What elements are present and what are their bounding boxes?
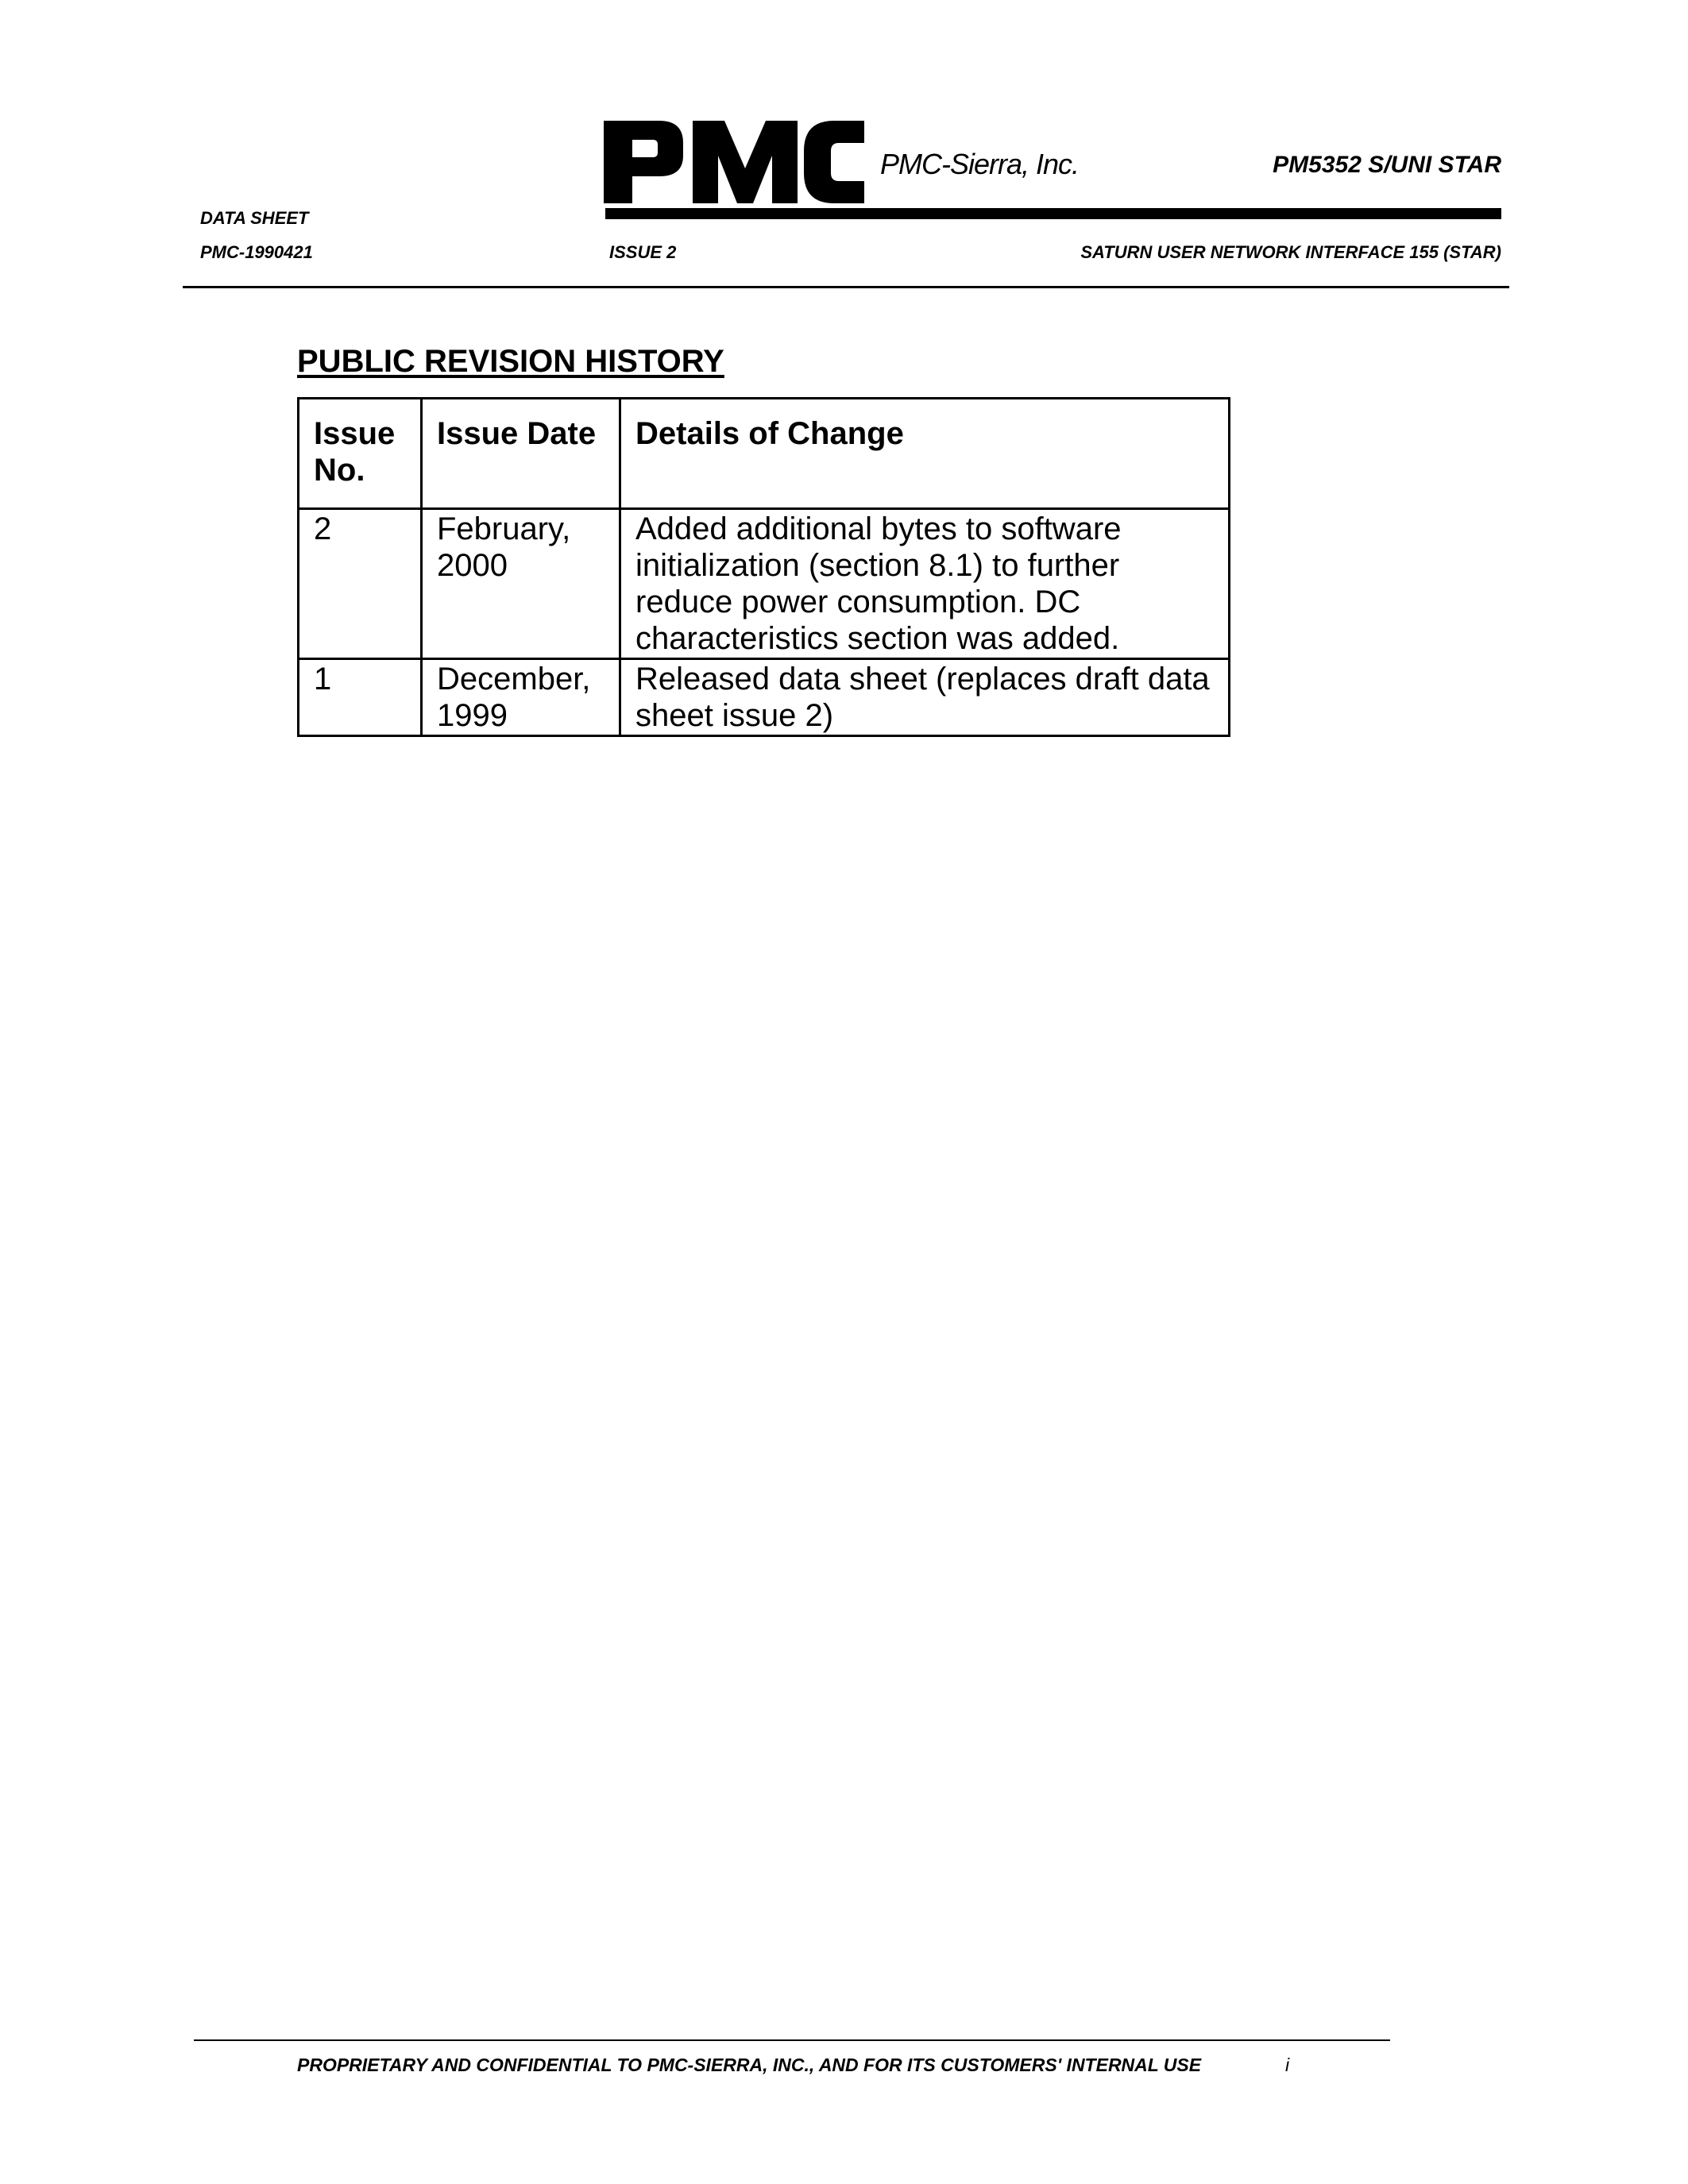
document-number: PMC-1990421 bbox=[200, 242, 313, 262]
table-header-row bbox=[299, 399, 1230, 509]
product-title: SATURN USER NETWORK INTERFACE 155 (STAR) bbox=[1080, 242, 1501, 262]
cell-issue-date: February, 2000 bbox=[422, 509, 620, 659]
header-divider bbox=[183, 286, 1509, 288]
footer-divider bbox=[194, 2039, 1390, 2041]
cell-issue-no: 1 bbox=[299, 659, 422, 736]
cell-details: Released data sheet (replaces draft data sheet issue 2) bbox=[620, 659, 1230, 736]
company-name: PMC-Sierra, Inc. bbox=[880, 148, 1080, 180]
column-header-issue-date: Issue Date bbox=[422, 399, 620, 509]
part-number: PM5352 S/UNI STAR bbox=[1273, 152, 1501, 178]
cell-issue-no: 2 bbox=[299, 509, 422, 659]
document-type: DATA SHEET bbox=[200, 208, 309, 228]
cell-issue-date: December, 1999 bbox=[422, 659, 620, 736]
column-header-details: Details of Change bbox=[620, 399, 1230, 509]
revision-history-table bbox=[297, 397, 1230, 737]
confidentiality-notice: PROPRIETARY AND CONFIDENTIAL TO PMC-SIERRA, INC., AND FOR ITS CUSTOMERS' INTERNAL USE bbox=[297, 2055, 1202, 2075]
section-heading: PUBLIC REVISION HISTORY bbox=[297, 344, 724, 379]
pmc-logo bbox=[604, 119, 866, 205]
table-row bbox=[299, 659, 1230, 736]
table-row bbox=[299, 509, 1230, 659]
issue-label: ISSUE 2 bbox=[609, 242, 677, 262]
page-number: i bbox=[1285, 2055, 1290, 2075]
cell-details: Added additional bytes to software initialization (section 8.1) to further reduce power consumption. DC characteristics section was added. bbox=[620, 509, 1230, 659]
header-thick-rule bbox=[605, 208, 1501, 219]
column-header-issue-no: Issue No. bbox=[299, 399, 422, 509]
